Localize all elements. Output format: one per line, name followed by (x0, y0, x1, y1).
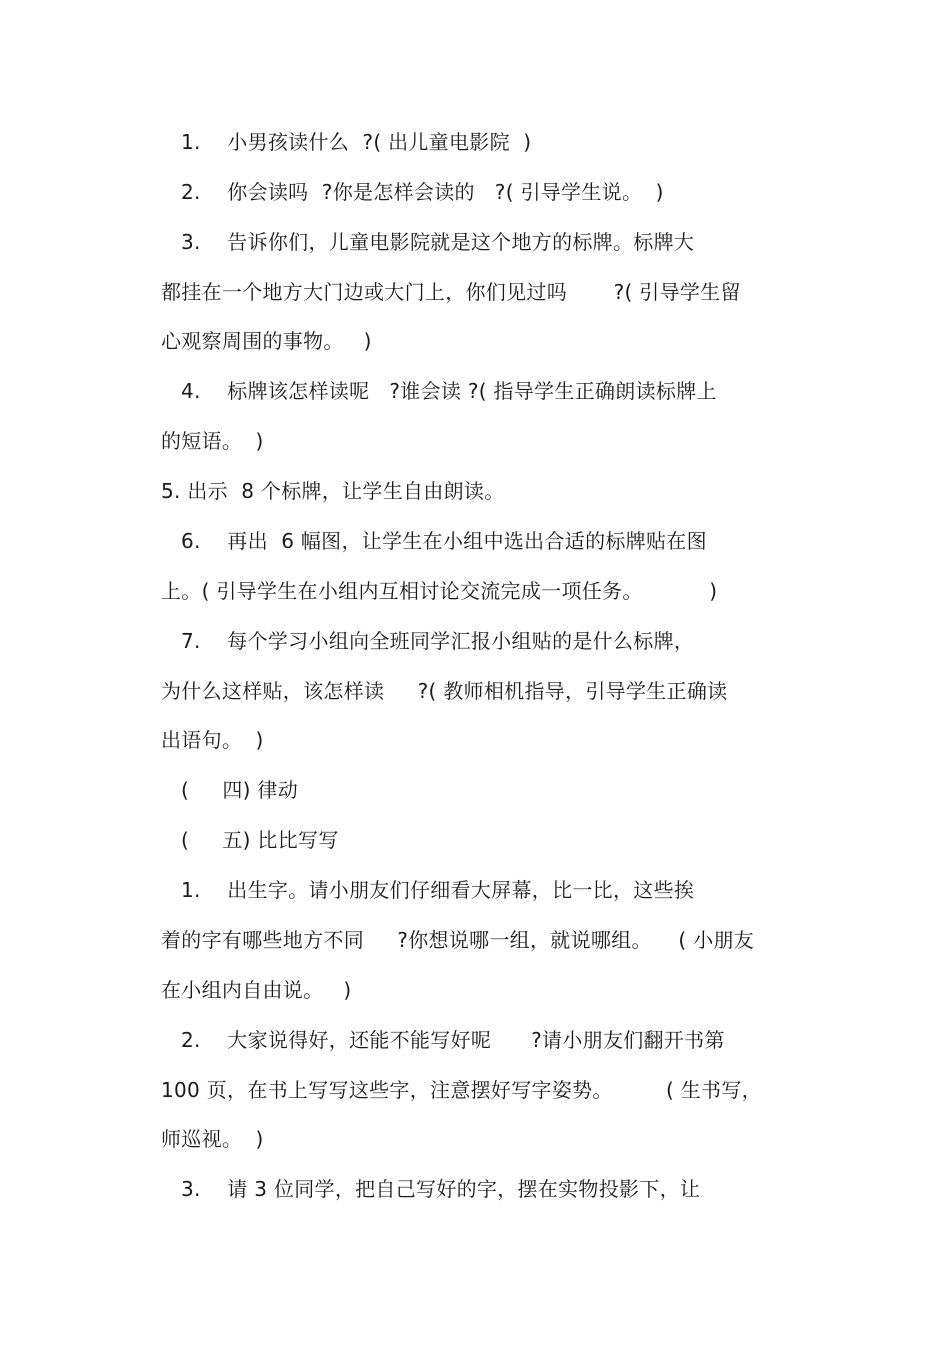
text-line-5: 心观察周围的事物。 ) (161, 329, 372, 353)
text-line-1: 1. 小男孩读什么 ?( 出儿童电影院 ) (161, 130, 532, 154)
text-line-17: 着的字有哪些地方不同 ?你想说哪一组，就说哪组。 ( 小朋友 (161, 928, 755, 952)
text-line-22: 3. 请 3 位同学，把自己写好的字，摆在实物投影下，让 (161, 1177, 701, 1201)
text-line-13: 出语句。 ) (161, 728, 264, 752)
text-line-11: 7. 每个学习小组向全班同学汇报小组贴的是什么标牌， (161, 629, 695, 653)
text-line-12: 为什么这样贴，该怎样读 ?( 教师相机指导，引导学生正确读 (161, 679, 728, 703)
text-line-3: 3. 告诉你们，儿童电影院就是这个地方的标牌。标牌大 (161, 230, 695, 254)
text-line-8: 5. 出示 8 个标牌，让学生自由朗读。 (161, 479, 505, 503)
section-heading-5: ( 五) 比比写写 (161, 828, 339, 852)
text-line-10: 上。( 引导学生在小组内互相讨论交流完成一项任务。 ) (161, 579, 718, 603)
section-heading-4: ( 四) 律动 (161, 778, 299, 802)
text-line-19: 2. 大家说得好，还能不能写好呢 ?请小朋友们翻开书第 (161, 1028, 725, 1052)
text-line-18: 在小组内自由说。 ) (161, 978, 352, 1002)
text-line-4: 都挂在一个地方大门边或大门上，你们见过吗 ?( 引导学生留 (161, 280, 741, 304)
text-line-21: 师巡视。 ) (161, 1127, 264, 1151)
text-line-20: 100 页，在书上写写这些字，注意摆好写字姿势。 ( 生书写， (161, 1078, 762, 1102)
text-line-6: 4. 标牌该怎样读呢 ?谁会读 ?( 指导学生正确朗读标牌上 (161, 379, 717, 403)
text-line-2: 2. 你会读吗 ?你是怎样会读的 ?( 引导学生说。 ) (161, 180, 664, 204)
text-line-7: 的短语。 ) (161, 429, 264, 453)
text-line-9: 6. 再出 6 幅图，让学生在小组中选出合适的标牌贴在图 (161, 529, 707, 553)
text-line-16: 1. 出生字。请小朋友们仔细看大屏幕，比一比，这些挨 (161, 878, 695, 902)
